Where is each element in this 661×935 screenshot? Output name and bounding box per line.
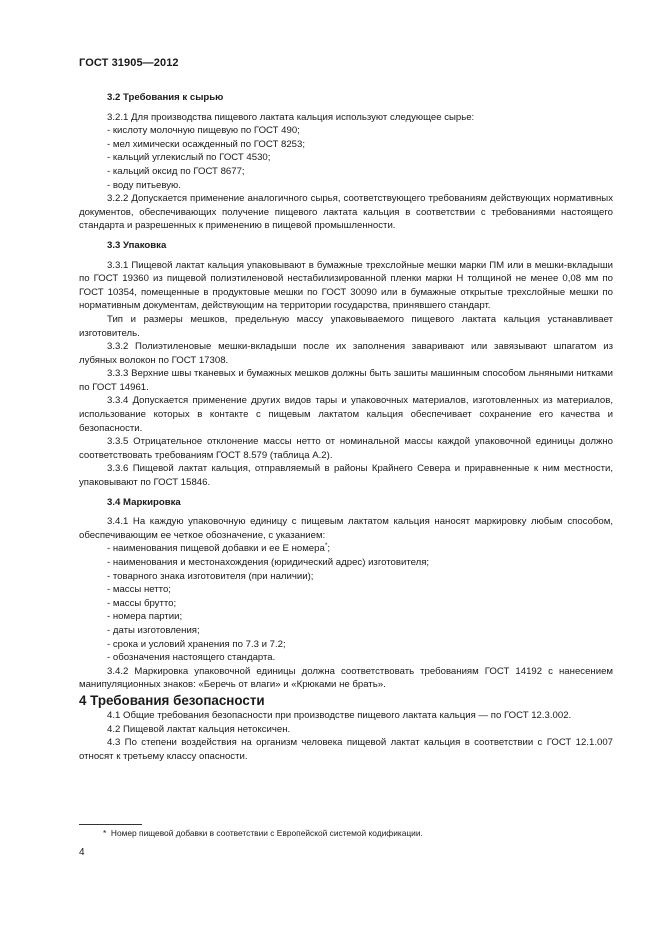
section-4-title: 4 Требования безопасности	[79, 692, 265, 708]
paragraph-3-4-1: 3.4.1 На каждую упаковочную единицу с пищевым лактатом кальция наносят маркировку любым способом, обеспечивающим ее четкое обозначение, с указанием:	[79, 516, 613, 541]
list-item	[79, 542, 613, 556]
list-item: - массы брутто;	[107, 597, 177, 609]
list-item-end: ;	[327, 543, 331, 555]
paragraph-4-3: 4.3 По степени воздействия на организм человека пищевой лактат кальция в соответствии с ГОСТ 12.1.007 относят к третьему классу опасности.	[79, 737, 613, 762]
paragraph-4-1: 4.1 Общие требования безопасности при производстве пищевого лактата кальция — по ГОСТ 12.3.002.	[107, 709, 572, 721]
paragraph-4-2: 4.2 Пищевой лактат кальция нетоксичен.	[107, 723, 291, 735]
list-item: - даты изготовления;	[107, 624, 200, 636]
document-body	[79, 91, 613, 763]
list-item: - товарного знака изготовителя (при наличии);	[107, 570, 314, 582]
page-number: 4	[79, 847, 85, 858]
footnote-marker: *	[324, 542, 328, 550]
list-item: - мел химически осажденный по ГОСТ 8253;	[107, 138, 305, 150]
list-item-text: - наименования пищевой добавки и ее Е номера	[107, 543, 325, 555]
list-item: - наименования и местонахождения (юридический адрес) изготовителя;	[107, 557, 430, 568]
paragraph-3-4-2: 3.4.2 Маркировка упаковочной единицы должна соответствовать требованиям ГОСТ 14192 с нанесением манипуляционных знаков: «Беречь от влаги» и «Крюками не брать».	[79, 665, 613, 691]
paragraph-3-3-1: 3.3.1 Пищевой лактат кальция упаковывают в бумажные трехслойные мешки марки ПМ или в мешки-вкладыши по ГОСТ 19360 из пищевой полиэтиленовой нестабилизированной пленки марки Н толщиной не менее 0,08 мм по ГОСТ 10354, помещенные в продуктовые мешки по ГОСТ 30090 или в бумажные открытые трехслойные мешки по нормативным документам, действующим на территории государства, принявшего стандарт.	[79, 259, 613, 312]
list-item: - кальций оксид по ГОСТ 8677;	[107, 165, 245, 177]
paragraph-3-3-1-cont: Тип и размеры мешков, предельную массу упаковываемого пищевого лактата кальция устанавливает изготовитель.	[79, 313, 613, 339]
paragraph-3-3-5: 3.3.5 Отрицательное отклонение массы нетто от номинальной массы каждой упаковочной единицы должно соответствовать требованиям ГОСТ 8.579 (таблица А.2).	[79, 436, 613, 461]
section-3-4-title: 3.4 Маркировка	[107, 496, 181, 508]
list-item: - обозначения настоящего стандарта.	[107, 652, 276, 664]
list-item: - номера партии;	[107, 611, 183, 623]
list-item: - массы нетто;	[107, 584, 171, 596]
document-header: ГОСТ 31905—2012	[79, 57, 179, 69]
paragraph-3-2-1: 3.2.1 Для производства пищевого лактата кальция используют следующее сырье:	[107, 111, 475, 123]
footnote-text: Номер пищевой добавки в соответствии с Европейской системой кодификации.	[110, 828, 423, 838]
paragraph-3-3-3: 3.3.3 Верхние швы тканевых и бумажных мешков должны быть зашиты машинным способом льняными нитками по ГОСТ 14961.	[79, 368, 613, 393]
list-item: - воду питьевую.	[107, 179, 181, 191]
footnote-divider	[79, 824, 142, 825]
list-item: - срока и условий хранения по 7.3 и 7.2;	[107, 638, 286, 650]
list-item: - кислоту молочную пищевую по ГОСТ 490;	[107, 125, 300, 137]
footnote	[103, 828, 423, 839]
section-3-2-title: 3.2 Требования к сырью	[107, 92, 224, 103]
paragraph-3-3-6: 3.3.6 Пищевой лактат кальция, отправляемый в районы Крайнего Севера и приравненные к ним местности, упаковывают по ГОСТ 15846.	[79, 463, 613, 489]
list-item: - кальций углекислый по ГОСТ 4530;	[107, 152, 271, 164]
footnote-mark: *	[103, 828, 107, 838]
paragraph-3-3-4: 3.3.4 Допускается применение других видов тары и упаковочных материалов, изготовленных из материалов, использование которых в контакте с пищевым лактатом кальция обеспечивает сохранение его качества и безопасности.	[79, 395, 613, 434]
paragraph-3-3-2: 3.3.2 Полиэтиленовые мешки-вкладыши после их заполнения заваривают или завязывают шпагатом из лубяных волокон по ГОСТ 17308.	[79, 341, 613, 366]
paragraph-3-2-2: 3.2.2 Допускается применение аналогичного сырья, соответствующего требованиям действующих нормативных документов, обеспечивающих получение пищевого лактата кальция в соответствии с требованиями настоящего стандарта и разрешенных к применению в пищевой промышленности.	[79, 193, 613, 232]
section-3-3-title: 3.3 Упаковка	[107, 239, 167, 251]
